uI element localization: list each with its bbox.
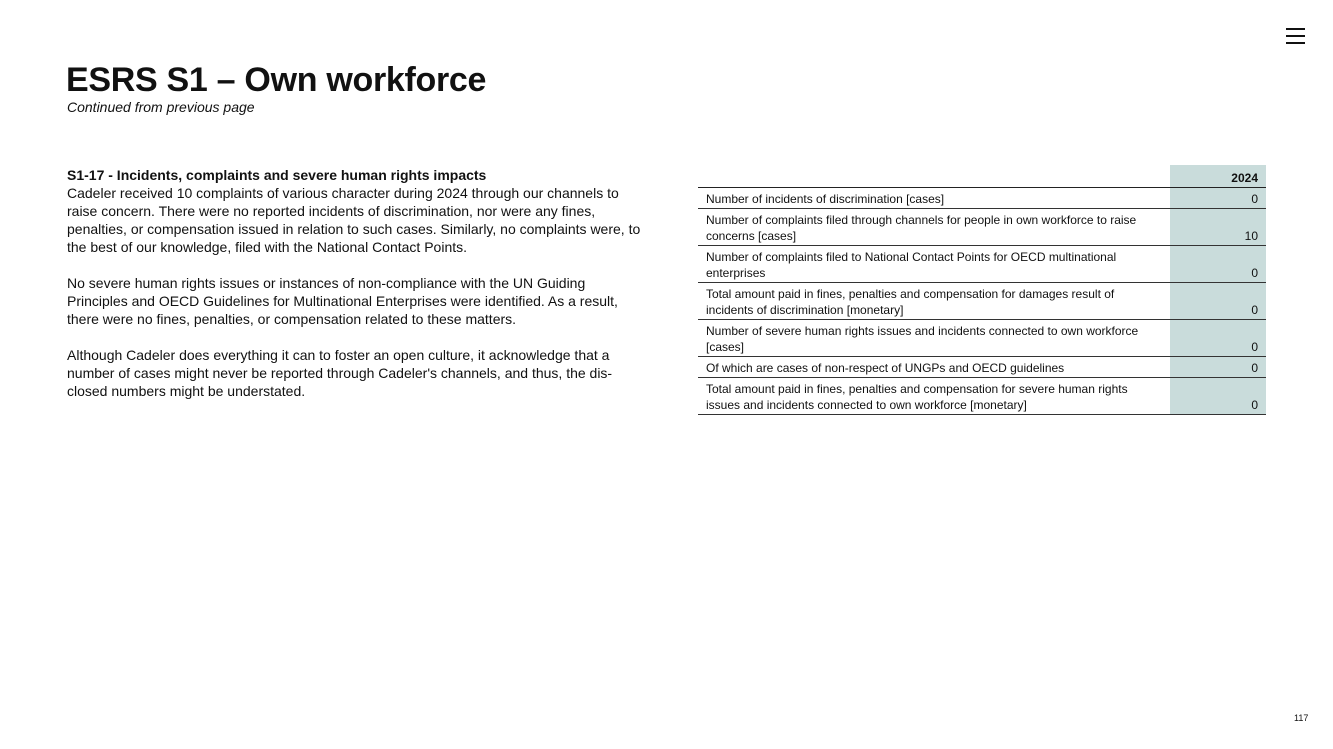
row-value: 0 [1170,246,1266,283]
section-body [67,166,642,418]
row-value: 0 [1170,378,1266,415]
body-paragraph: No severe human rights issues or instances of non-compliance with the UN Guiding Principles and OECD Guidelines for Multinational Enterprises were identified. As a result, there were no fines, penalties, or compensation related to these matters. [67,275,618,327]
page-title: ESRS S1 – Own workforce [66,61,487,99]
row-label: Total amount paid in fines, penalties and compensation for severe human rights issues and incidents connected to own workforce [monetary] [706,382,1128,412]
menu-line-icon [1286,42,1305,44]
row-label: Total amount paid in fines, penalties and compensation for damages result of incidents of discrimination [monetary] [706,287,1115,317]
row-label: Number of complaints filed through channels for people in own workforce to raise concerns [cases] [706,213,1137,243]
table-row [698,188,1266,209]
table-header-blank [698,165,1170,188]
body-paragraph: Although Cadeler does everything it can to foster an open culture, it acknowledge that a number of cases might never be reported through Cadeler's channels, and thus, the dis-closed numbers might be understated. [67,347,613,399]
row-label: Number of incidents of discrimination [cases] [706,192,945,206]
page-subtitle: Continued from previous page [67,99,255,115]
table-row [698,246,1266,283]
menu-line-icon [1286,28,1305,30]
table-row [698,320,1266,357]
hamburger-menu-icon[interactable] [1286,28,1306,46]
row-label: Number of severe human rights issues and incidents connected to own workforce [cases] [706,324,1139,354]
row-value: 0 [1170,283,1266,320]
table-header-row [698,165,1266,188]
table-row [698,209,1266,246]
incidents-table [698,165,1266,415]
row-value: 0 [1170,357,1266,378]
table-header-year: 2024 [1170,165,1266,188]
row-value: 0 [1170,188,1266,209]
table-row [698,357,1266,378]
row-label: Number of complaints filed to National Contact Points for OECD multinational enterprises [706,250,1117,280]
page-number: 117 [1294,713,1309,723]
row-label: Of which are cases of non-respect of UNGPs and OECD guidelines [706,361,1065,375]
section-heading: S1-17 - Incidents, complaints and severe human rights impacts [67,167,487,183]
row-value: 0 [1170,320,1266,357]
body-paragraph: Cadeler received 10 complaints of various character during 2024 through our channels to raise concern. There were no reported incidents of discrimination, nor were any fines, penalties, or compensation issued in relation to such cases. Similarly, no complaints were, to the best of our knowledge, filed with the National Contact Points. [67,185,641,255]
row-value: 10 [1170,209,1266,246]
table-row [698,283,1266,320]
menu-line-icon [1286,35,1305,37]
table-row [698,378,1266,415]
